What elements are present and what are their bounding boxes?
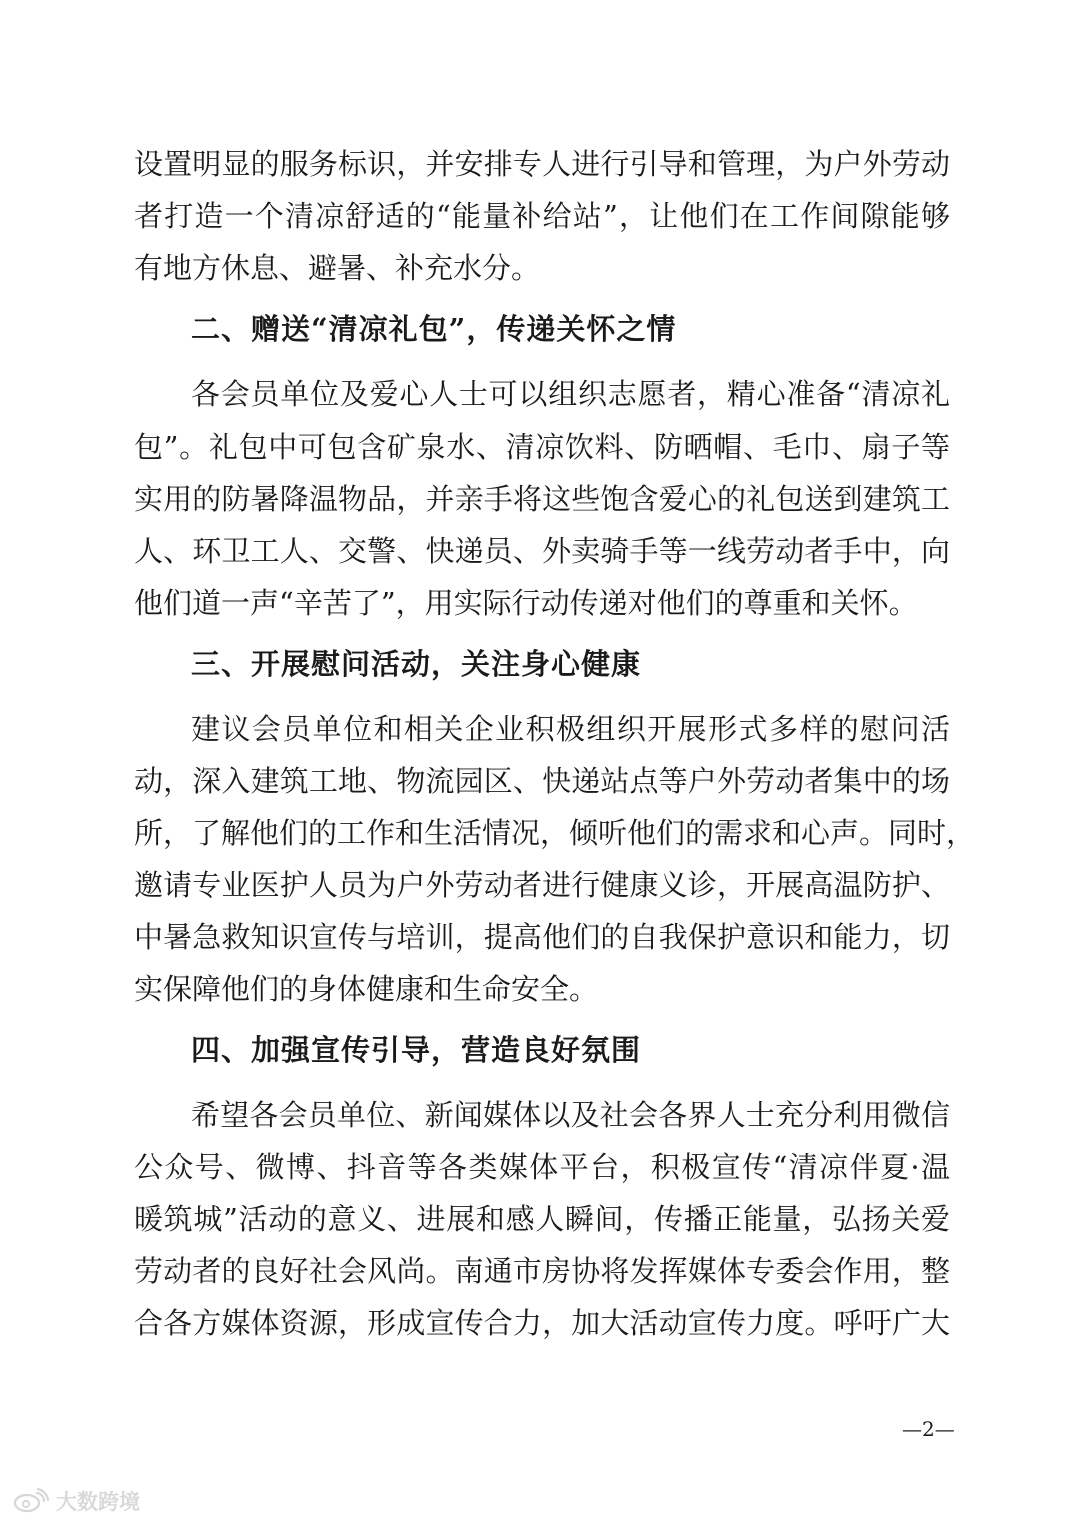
paragraph-line: 各会员单位及爱心人士可以组织志愿者，精心准备“清凉礼	[191, 377, 950, 411]
paragraph-line: 建议会员单位和相关企业积极组织开展形式多样的慰问活	[191, 712, 950, 746]
paragraph-line: 人、环卫工人、交警、快递员、外卖骑手等一线劳动者手中，向	[134, 534, 950, 568]
watermark	[12, 1487, 140, 1515]
paragraph-line: 动，深入建筑工地、物流园区、快递站点等户外劳动者集中的场	[134, 764, 950, 798]
paragraph-line: 包”。礼包中可包含矿泉水、清凉饮料、防晒帽、毛巾、扇子等	[134, 430, 950, 464]
page-number: —2—	[902, 1417, 955, 1441]
paragraph-line: 劳动者的良好社会风尚。南通市房协将发挥媒体专委会作用，整	[134, 1254, 950, 1288]
paragraph-line: 暖筑城”活动的意义、进展和感人瞬间，传播正能量，弘扬关爱	[134, 1202, 950, 1236]
section-heading: 四、加强宣传引导，营造良好氛围	[191, 1033, 642, 1067]
paragraph-line: 邀请专业医护人员为户外劳动者进行健康义诊，开展高温防护、	[134, 868, 950, 902]
paragraph-line: 他们道一声“辛苦了”，用实际行动传递对他们的尊重和关怀。	[134, 586, 918, 620]
weibo-logo-icon	[12, 1488, 50, 1514]
watermark-text: 大数跨境	[56, 1490, 140, 1514]
paragraph-line: 实保障他们的身体健康和生命安全。	[134, 972, 599, 1006]
paragraph-line: 公众号、微博、抖音等各类媒体平台，积极宣传“清凉伴夏·温	[134, 1150, 950, 1184]
section-heading: 二、赠送“清凉礼包”，传递关怀之情	[191, 312, 677, 346]
section-heading: 三、开展慰问活动，关注身心健康	[191, 647, 642, 681]
paragraph-line: 实用的防暑降温物品，并亲手将这些饱含爱心的礼包送到建筑工	[134, 482, 950, 516]
paragraph-line: 合各方媒体资源，形成宣传合力，加大活动宣传力度。呼吁广大	[134, 1306, 950, 1340]
paragraph-line: 设置明显的服务标识，并安排专人进行引导和管理，为户外劳动	[134, 147, 950, 181]
paragraph-line: 者打造一个清凉舒适的“能量补给站”，让他们在工作间隙能够	[134, 199, 950, 233]
paragraph-line: 有地方休息、避暑、补充水分。	[134, 251, 541, 285]
paragraph-line: 中暑急救知识宣传与培训，提高他们的自我保护意识和能力，切	[134, 920, 950, 954]
paragraph-line: 所，了解他们的工作和生活情况，倾听他们的需求和心声。同时，	[134, 816, 976, 850]
paragraph-line: 希望各会员单位、新闻媒体以及社会各界人士充分利用微信	[191, 1098, 950, 1132]
